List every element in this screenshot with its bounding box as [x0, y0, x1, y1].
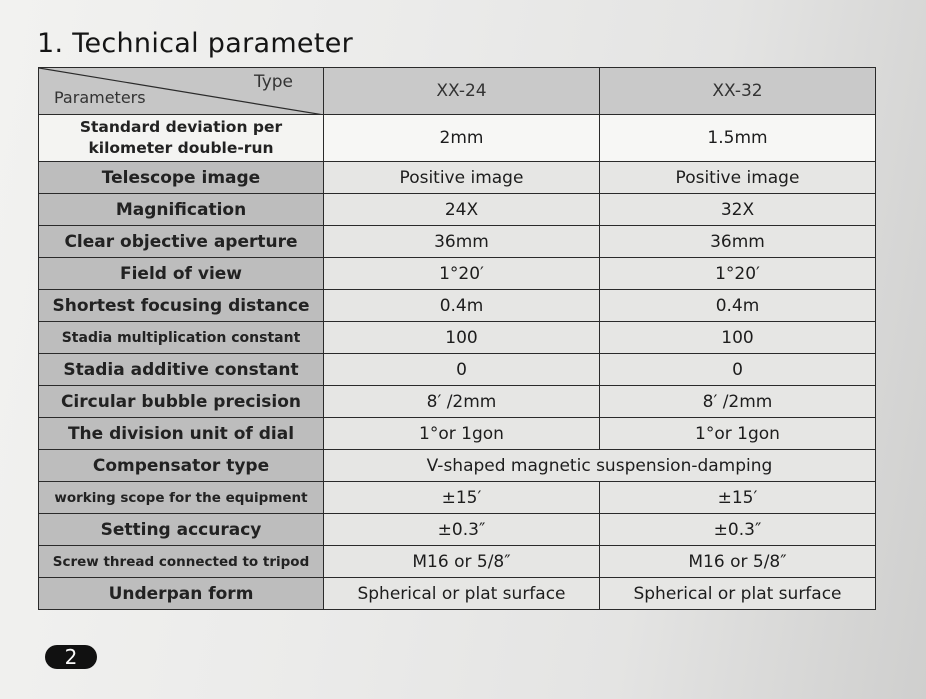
row-label: Screw thread connected to tripod — [39, 546, 324, 578]
table-row — [39, 482, 876, 514]
row-value-xx24: 24X — [324, 194, 600, 226]
row-value-xx24: 0 — [324, 354, 600, 386]
row-value-xx24: 8′ /2mm — [324, 386, 600, 418]
table-row — [39, 418, 876, 450]
row-value-xx32: 1°or 1gon — [600, 418, 876, 450]
row-value-xx32: 0.4m — [600, 290, 876, 322]
header-model-xx32: XX-32 — [600, 68, 876, 115]
row-label: working scope for the equipment — [39, 482, 324, 514]
table-row — [39, 162, 876, 194]
row-value-xx32: 8′ /2mm — [600, 386, 876, 418]
row-value-xx24: 36mm — [324, 226, 600, 258]
row-label — [39, 115, 324, 162]
row-label: The division unit of dial — [39, 418, 324, 450]
row-value-xx24: ±0.3″ — [324, 514, 600, 546]
row-value-xx32: 36mm — [600, 226, 876, 258]
header-diagonal-cell — [39, 68, 324, 115]
table-row — [39, 450, 876, 482]
table-row — [39, 578, 876, 610]
row-value-xx24: ±15′ — [324, 482, 600, 514]
row-value-xx32: Spherical or plat surface — [600, 578, 876, 610]
table-header-row — [39, 68, 876, 115]
row-value-xx24: Spherical or plat surface — [324, 578, 600, 610]
row-label: Stadia additive constant — [39, 354, 324, 386]
row-value-xx24: M16 or 5/8″ — [324, 546, 600, 578]
row-value-xx32: 100 — [600, 322, 876, 354]
row-value-xx32: 1°20′ — [600, 258, 876, 290]
row-value-xx32: ±0.3″ — [600, 514, 876, 546]
row-label: Stadia multiplication constant — [39, 322, 324, 354]
table-row — [39, 226, 876, 258]
table-row — [39, 322, 876, 354]
row-value-xx32: Positive image — [600, 162, 876, 194]
row-value-xx24: Positive image — [324, 162, 600, 194]
row-label-line1: Standard deviation per — [79, 118, 283, 136]
header-parameters-label: Parameters — [54, 88, 146, 107]
row-label: Compensator type — [39, 450, 324, 482]
row-value-xx24: 100 — [324, 322, 600, 354]
table-row — [39, 115, 876, 162]
table-row — [39, 194, 876, 226]
table-row — [39, 546, 876, 578]
table-row — [39, 514, 876, 546]
table-row — [39, 354, 876, 386]
row-value-xx32: 1.5mm — [600, 115, 876, 162]
row-label: Circular bubble precision — [39, 386, 324, 418]
row-value-xx24: 2mm — [324, 115, 600, 162]
page-number-badge: 2 — [45, 645, 97, 669]
row-label: Underpan form — [39, 578, 324, 610]
row-value-xx32: M16 or 5/8″ — [600, 546, 876, 578]
row-label: Setting accuracy — [39, 514, 324, 546]
header-type-label: Type — [253, 72, 293, 92]
row-value-xx32: 0 — [600, 354, 876, 386]
page-title: 1. Technical parameter — [37, 28, 354, 59]
header-model-xx24: XX-24 — [324, 68, 600, 115]
row-value-xx32: ±15′ — [600, 482, 876, 514]
row-label: Telescope image — [39, 162, 324, 194]
row-value-xx24: 1°or 1gon — [324, 418, 600, 450]
technical-parameter-table — [38, 67, 876, 610]
row-label: Clear objective aperture — [39, 226, 324, 258]
row-value-merged: V-shaped magnetic suspension-damping — [324, 450, 876, 482]
table-row — [39, 258, 876, 290]
row-label-line2: kilometer double-run — [88, 139, 274, 157]
row-value-xx24: 1°20′ — [324, 258, 600, 290]
table-row — [39, 386, 876, 418]
row-value-xx32: 32X — [600, 194, 876, 226]
table-row — [39, 290, 876, 322]
row-label: Field of view — [39, 258, 324, 290]
row-label: Shortest focusing distance — [39, 290, 324, 322]
row-label: Magnification — [39, 194, 324, 226]
row-value-xx24: 0.4m — [324, 290, 600, 322]
